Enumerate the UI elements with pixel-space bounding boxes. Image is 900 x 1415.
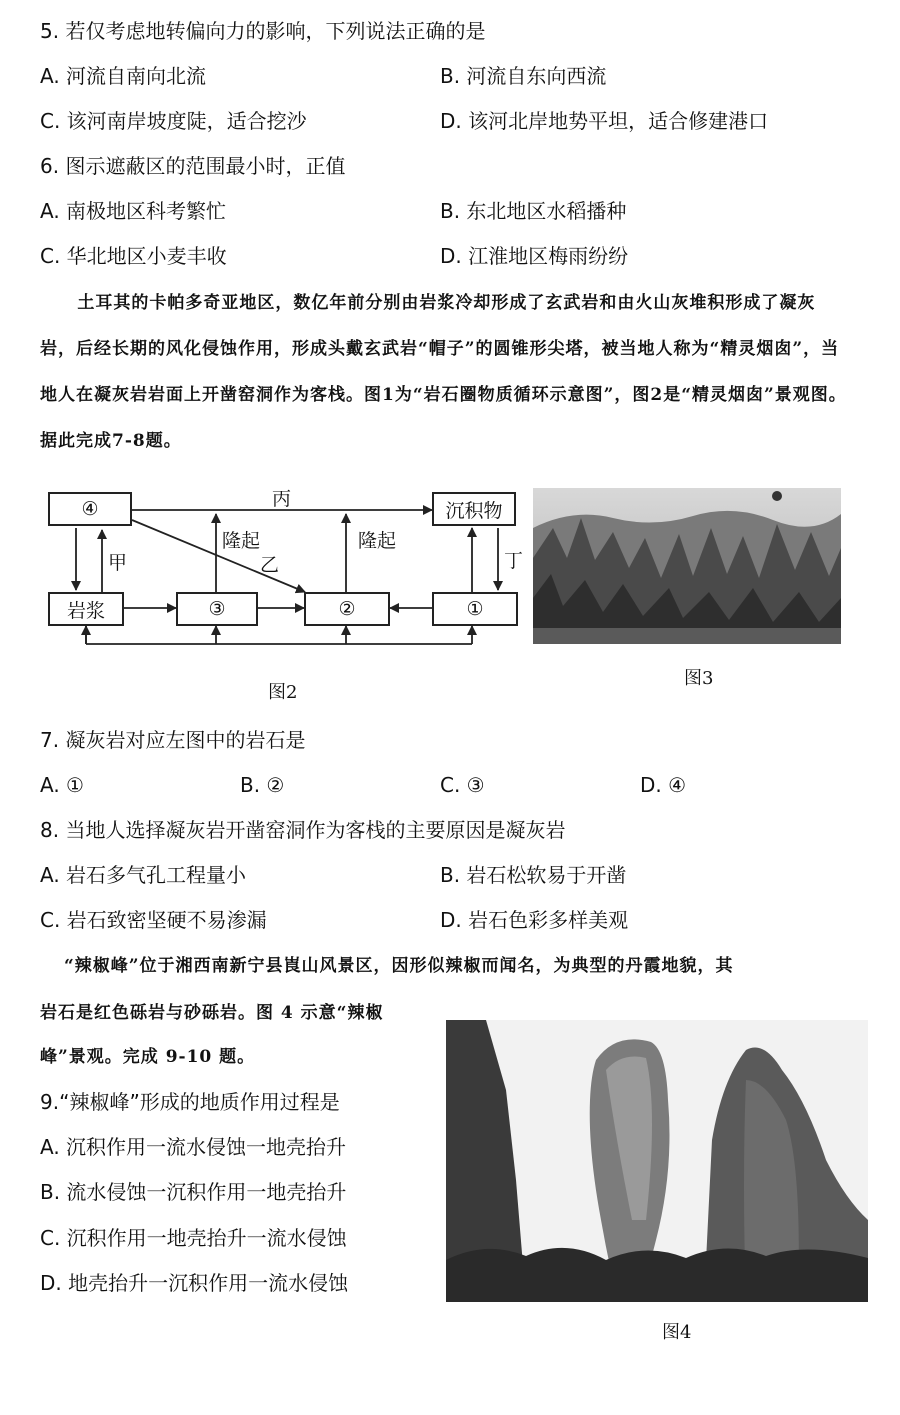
q7-stem: 7. 凝灰岩对应左图中的岩石是: [40, 728, 306, 752]
q7-option-c: C. ③: [440, 773, 485, 797]
q5-option-c: C. 该河南岸坡度陡，适合挖沙: [40, 109, 307, 133]
q9-option-b: B. 流水侵蚀一沉积作用一地壳抬升: [40, 1180, 347, 1204]
q6-option-d: D. 江淮地区梅雨纷纷: [440, 244, 629, 268]
node-magma: 岩浆: [48, 592, 124, 626]
fairy-chimney-image: [533, 488, 841, 644]
lajiao-peak-image: [446, 1020, 868, 1302]
label-yi: 乙: [260, 554, 280, 576]
q7-option-b: B. ②: [240, 773, 285, 797]
q9-option-d: D. 地壳抬升一沉积作用一流水侵蚀: [40, 1271, 349, 1295]
label-uplift-1: 隆起: [222, 530, 261, 552]
q5-option-d: D. 该河北岸地势平坦，适合修建港口: [440, 109, 769, 133]
lajiao-peak-photo: [446, 1020, 868, 1302]
passage-lajiao-line-2: 岩石是红色砾岩与砂砾岩。图 4 示意“辣椒: [40, 1003, 384, 1023]
q9-option-c: C. 沉积作用一地壳抬升一流水侵蚀: [40, 1226, 347, 1250]
passage-lajiao-line-1: “辣椒峰”位于湘西南新宁县崀山风景区，因形似辣椒而闻名，为典型的丹霞地貌，其: [64, 956, 734, 976]
passage-lajiao-line-3: 峰”景观。完成 9-10 题。: [40, 1047, 256, 1067]
q6-stem: 6. 图示遮蔽区的范围最小时，正值: [40, 154, 346, 178]
label-uplift-2: 隆起: [358, 530, 397, 552]
label-ding: 丁: [504, 550, 524, 572]
passage-cappadocia: [40, 280, 850, 464]
q8-stem: 8. 当地人选择凝灰岩开凿窑洞作为客栈的主要原因是凝灰岩: [40, 818, 566, 842]
node-rock-3: ③: [176, 592, 258, 626]
q8-option-a: A. 岩石多气孔工程量小: [40, 863, 247, 887]
node-sediment: 沉积物: [432, 492, 516, 526]
q8-option-d: D. 岩石色彩多样美观: [440, 908, 629, 932]
q5-option-a: A. 河流自南向北流: [40, 64, 207, 88]
node-rock-2: ②: [304, 592, 390, 626]
passage-cappadocia-text: 土耳其的卡帕多奇亚地区，数亿年前分别由岩浆冷却形成了玄武岩和由火山灰堆积形成了凝灰岩，后经长期的风化侵蚀作用，形成头戴玄武岩“帽子”的圆锥形尖塔，被当地人称为“精灵烟囱”，当地人在凝灰岩岩面上开凿窑洞作为客栈。图1为“岩石圈物质循环示意图”，图2是“精灵烟囱”景观图。据此完成7-8题。: [40, 293, 847, 451]
q7-option-a: A. ①: [40, 773, 84, 797]
q5-stem: 5. 若仅考虑地转偏向力的影响，下列说法正确的是: [40, 19, 486, 43]
figure-4-caption: 图4: [662, 1322, 692, 1343]
fairy-chimney-photo: [533, 488, 841, 644]
q6-option-b: B. 东北地区水稻播种: [440, 199, 627, 223]
figure-2-caption: 图2: [268, 682, 298, 703]
rock-cycle-diagram: [40, 480, 530, 660]
q6-option-a: A. 南极地区科考繁忙: [40, 199, 227, 223]
label-bing: 丙: [272, 488, 292, 510]
node-rock-4: ④: [48, 492, 132, 526]
q6-option-c: C. 华北地区小麦丰收: [40, 244, 227, 268]
figure-3-caption: 图3: [684, 668, 714, 689]
node-rock-1: ①: [432, 592, 518, 626]
q9-option-a: A. 沉积作用一流水侵蚀一地壳抬升: [40, 1135, 347, 1159]
q8-option-b: B. 岩石松软易于开凿: [440, 863, 627, 887]
label-jia: 甲: [108, 552, 128, 574]
q9-stem: 9.“辣椒峰”形成的地质作用过程是: [40, 1090, 340, 1114]
q8-option-c: C. 岩石致密坚硬不易渗漏: [40, 908, 267, 932]
q5-option-b: B. 河流自东向西流: [440, 64, 607, 88]
q7-option-d: D. ④: [640, 773, 687, 797]
